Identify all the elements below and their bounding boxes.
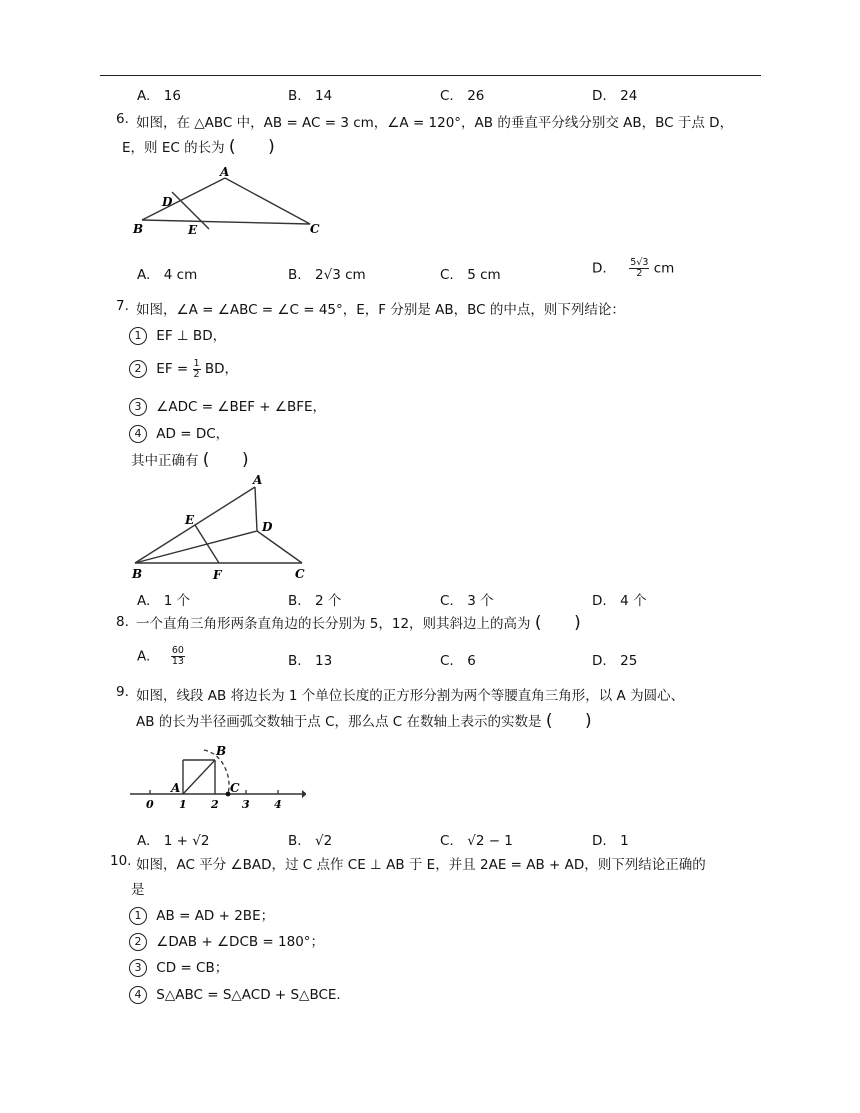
q7-item-3-mark: 3 xyxy=(129,398,147,416)
q10-line1: 如图，AC 平分 ∠BAD，过 C 点作 CE ⊥ AB 于 E，并且 2AE = AB + AD，则下列结论正确的 xyxy=(136,857,706,873)
q9-tick-3: 3 xyxy=(242,798,250,810)
q7-item-2-post: BD， xyxy=(204,361,239,377)
q9-option-b: B. √2 xyxy=(288,833,333,849)
q7-item-2-pre: EF = xyxy=(156,361,189,377)
q7-item-2-mark: 2 xyxy=(129,360,147,378)
q7-option-a: A. 1 个 xyxy=(137,593,191,609)
q10-item-1-mark: 1 xyxy=(129,907,147,925)
q10-number: 10. xyxy=(110,853,132,869)
q6-triangle-figure xyxy=(128,162,338,237)
q7-label-b: B xyxy=(132,567,143,581)
q7-option-d: D. 4 个 xyxy=(592,593,647,609)
q9-line2 xyxy=(136,710,592,731)
q7-label-f: F xyxy=(213,568,222,582)
q7-item-4-mark: 4 xyxy=(129,425,147,443)
q6-line2-text: E，则 EC 的长为 xyxy=(122,140,225,156)
q9-tick-2: 2 xyxy=(211,798,219,810)
q7-number: 7. xyxy=(116,298,129,314)
q7-item-2 xyxy=(129,357,238,380)
q8-frac-num: 60 xyxy=(171,645,184,656)
q8-option-b: B. 13 xyxy=(288,653,333,669)
q8-frac-den: 13 xyxy=(171,656,184,667)
q9-close-paren: ) xyxy=(585,711,592,731)
q7-tail-text: 其中正确有 xyxy=(131,453,199,469)
q7-item-1-mark: 1 xyxy=(129,327,147,345)
q7-option-b: B. 2 个 xyxy=(288,593,342,609)
q9-label-b: B xyxy=(216,744,227,758)
q6-option-a: A. 4 cm xyxy=(137,267,198,283)
q7-item-4-text: AD = DC， xyxy=(156,426,230,442)
q6-option-d-label: D. xyxy=(592,260,607,277)
q9-option-d: D. 1 xyxy=(592,833,629,849)
q7-item-2-frac-den: 2 xyxy=(193,368,200,380)
q7-item-2-frac-num: 1 xyxy=(193,357,200,369)
q6-line2 xyxy=(122,136,275,157)
q6-frac-den: 2 xyxy=(636,268,643,279)
q6-option-d-fraction xyxy=(629,258,649,279)
q9-option-a: A. 1 + √2 xyxy=(137,833,210,849)
q9-number-line-figure xyxy=(126,742,306,810)
q8-open-paren: ( xyxy=(534,613,542,633)
q9-open-paren: ( xyxy=(545,711,553,731)
q6-option-c: C. 5 cm xyxy=(440,267,501,283)
q6-number: 6. xyxy=(116,111,129,127)
q10-item-1-text: AB = AD + 2BE； xyxy=(156,908,275,924)
q7-item-1-text: EF ⊥ BD， xyxy=(156,328,227,344)
q8-option-a-label: A. xyxy=(137,648,151,665)
q6-frac-num: 5√3 xyxy=(630,257,649,268)
q7-item-4 xyxy=(129,422,229,443)
q6-option-b: B. 2√3 cm xyxy=(288,267,366,283)
q7-label-e: E xyxy=(185,513,195,527)
q7-open-paren: ( xyxy=(202,450,210,470)
header-rule xyxy=(100,75,761,76)
q5-option-c: C. 26 xyxy=(440,88,485,104)
q10-item-4 xyxy=(129,983,350,1004)
q9-option-c: C. √2 − 1 xyxy=(440,833,513,849)
q8-close-paren: ) xyxy=(574,613,581,633)
q6-option-d-unit: cm xyxy=(653,260,675,277)
q8-line1 xyxy=(136,612,581,633)
q9-number: 9. xyxy=(116,684,129,700)
q5-option-a: A. 16 xyxy=(137,88,181,104)
q7-item-1 xyxy=(129,324,226,345)
q7-label-a: A xyxy=(253,473,263,487)
q6-close-paren: ) xyxy=(268,137,275,157)
q10-item-2 xyxy=(129,930,324,951)
q7-item-2-fraction xyxy=(193,359,201,380)
q9-tick-1: 1 xyxy=(179,798,187,810)
q8-option-a-fraction xyxy=(171,646,185,667)
q6-option-d xyxy=(592,258,674,279)
q10-item-4-text: S△ABC = S△ACD + S△BCE． xyxy=(156,987,350,1003)
q10-item-3-text: CD = CB； xyxy=(156,960,229,976)
q7-label-d: D xyxy=(262,520,273,534)
q10-item-2-text: ∠DAB + ∠DCB = 180°； xyxy=(156,934,325,950)
q8-option-c: C. 6 xyxy=(440,653,476,669)
q9-label-a: A xyxy=(171,781,181,795)
q6-label-a: A xyxy=(220,165,230,179)
q6-open-paren: ( xyxy=(228,137,236,157)
q7-label-c: C xyxy=(295,567,305,581)
q10-item-3 xyxy=(129,956,228,977)
q10-item-2-mark: 2 xyxy=(129,933,147,951)
q10-line2: 是 xyxy=(131,882,145,898)
q6-label-e: E xyxy=(188,223,198,237)
q5-option-d: D. 24 xyxy=(592,88,638,104)
q9-tick-0: 0 xyxy=(146,798,154,810)
q8-option-a xyxy=(137,646,185,667)
q8-number: 8. xyxy=(116,614,129,630)
q9-line1: 如图，线段 AB 将边长为 1 个单位长度的正方形分割为两个等腰直角三角形，以 A 为圆心、 xyxy=(136,688,685,704)
q10-item-1 xyxy=(129,904,274,925)
q7-tail xyxy=(131,449,249,470)
q10-item-4-mark: 4 xyxy=(129,986,147,1004)
q5-option-b: B. 14 xyxy=(288,88,333,104)
q6-label-c: C xyxy=(310,222,320,236)
q7-figure xyxy=(128,472,323,584)
q6-label-d: D xyxy=(162,195,173,209)
q9-line2-text: AB 的长为半径画弧交数轴于点 C，那么点 C 在数轴上表示的实数是 xyxy=(136,714,542,730)
q7-item-3-text: ∠ADC = ∠BEF + ∠BFE， xyxy=(156,399,327,415)
q10-item-3-mark: 3 xyxy=(129,959,147,977)
q7-item-3 xyxy=(129,395,326,416)
q8-option-d: D. 25 xyxy=(592,653,638,669)
q7-close-paren: ) xyxy=(242,450,249,470)
q6-label-b: B xyxy=(133,222,144,236)
q9-tick-4: 4 xyxy=(274,798,282,810)
q7-option-c: C. 3 个 xyxy=(440,593,494,609)
q8-line1-text: 一个直角三角形两条直角边的长分别为 5，12，则其斜边上的高为 xyxy=(136,616,531,632)
q9-label-c: C xyxy=(230,781,240,795)
q6-line1: 如图，在 △ABC 中，AB = AC = 3 cm，∠A = 120°，AB 的垂直平分线分别交 AB，BC 于点 D， xyxy=(136,115,734,131)
q7-line1: 如图，∠A = ∠ABC = ∠C = 45°，E，F 分别是 AB，BC 的中点，则下列结论： xyxy=(136,302,625,318)
